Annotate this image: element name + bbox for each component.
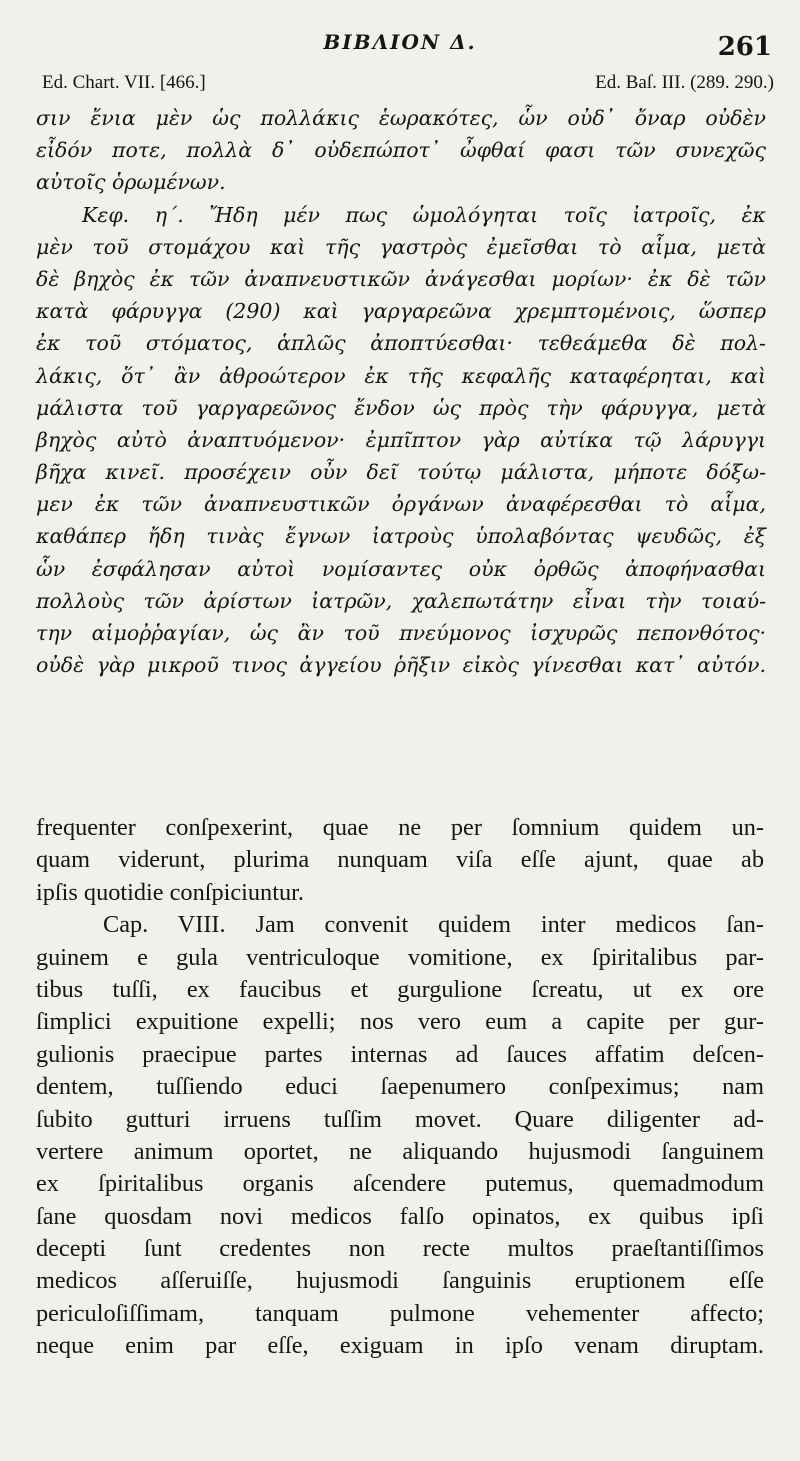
latin-line: neque enim par eſſe, exiguam in ipſo venam diruptam. [36,1332,764,1360]
greek-line: βῆχα κινεῖ. προσέχειν οὖν δεῖ τούτῳ μάλιστα, μήποτε δόξω- [36,460,766,485]
greek-line: πολλοὺς τῶν ἀρίστων ἰατρῶν, χαλεπωτάτην εἶναι τὴν τοιαύ- [36,588,766,613]
greek-line: μάλιστα τοῦ γαργαρεῶνος ἔνδον ὡς πρὸς τὴν φάρυγγα, μετὰ [36,395,766,420]
latin-line: decepti ſunt credentes non recte multos praeſtantiſſimos [36,1235,764,1263]
greek-line: εἶδόν ποτε, πολλὰ δ᾽ οὐδεπώποτ᾽ ὦφθαί φασι τῶν συνεχῶς [36,138,766,163]
latin-line: vertere animum oportet, ne aliquando hujusmodi ſanguinem [36,1137,764,1165]
greek-chapter-heading-line: Κεφ. η΄. Ἤδη μέν πως ὡμολόγηται τοῖς ἰατροῖς, ἐκ [82,202,766,227]
running-head [0,30,800,62]
latin-line: ex ſpiritalibus organis aſcendere putemus, quemadmodum [36,1170,764,1198]
latin-line: ſimplici expuitione expelli; nos vero eum a capite per gur- [36,1008,764,1036]
book-title: ΒΙΒΛΙΟΝ Δ. [323,30,477,54]
latin-chapter-heading-line: Cap. VIII. Jam convenit quidem inter medicos ſan- [103,911,764,939]
latin-line: tibus tuſſi, ex faucibus et gurgulione ſcreatu, ut ex ore [36,975,764,1003]
greek-line: μεν ἐκ τῶν ἀναπνευστικῶν ὀργάνων ἀναφέρεσθαι τὸ αἷμα, [36,492,766,517]
latin-line: ſubito gutturi irruens tuſſim movet. Quare diligenter ad- [36,1105,764,1133]
greek-line: αὐτοῖς ὁρωμένων. [36,170,226,195]
edition-left: Ed. Chart. VII. [466.] [42,72,206,93]
page-number: 261 [717,32,772,62]
edition-reference-line [42,72,774,100]
greek-line: δὲ βηχὸς ἐκ τῶν ἀναπνευστικῶν ἀνάγεσθαι μορίων· ἐκ δὲ τῶν [36,266,766,291]
latin-line: ſane quosdam novi medicos falſo opinatos, ex quibus ipſi [36,1202,764,1230]
greek-line: λάκις, ὅτ᾽ ἂν ἀθροώτερον ἐκ τῆς κεφαλῆς καταφέρηται, καὶ [36,363,766,388]
latin-line: quam viderunt, plurima nunquam viſa eſſe ajunt, quae ab [36,846,764,874]
greek-line: οὐδὲ γὰρ μικροῦ τινος ἀγγείου ῥῆξιν εἰκὸς γίνεσθαι κατ᾽ αὐτόν. [36,653,766,678]
greek-line: ὧν ἐσφάλησαν αὐτοὶ νομίσαντες οὐκ ὀρθῶς ἀποφήνασθαι [36,556,766,581]
greek-line: την αἱμοῤῥαγίαν, ὡς ἂν τοῦ πνεύμονος ἰσχυρῶς πεπονθότος· [36,621,766,645]
latin-line: frequenter conſpexerint, quae ne per ſomnium quidem un- [36,814,764,841]
greek-line: σιν ἔνια μὲν ὡς πολλάκις ἑωρακότες, ὧν οὐδ᾽ ὄναρ οὐδὲν [36,106,766,130]
section-gap [0,746,800,812]
greek-text-block [36,102,766,681]
latin-line: ipſis quotidie conſpiciuntur. [36,878,304,906]
edition-right: Ed. Baſ. III. (289. 290.) [595,72,774,93]
latin-line: periculoſiſſimam, tanquam pulmone vehementer affecto; [36,1299,764,1327]
greek-line: βηχὸς αὐτὸ ἀναπτυόμενον· ἐμπῖπτον γὰρ αὐτίκα τῷ λάρυγγι [36,427,766,452]
latin-line: gulionis praecipue partes internas ad ſauces affatim deſcen- [36,1040,764,1068]
latin-line: dentem, tuſſiendo educi ſaepenumero conſpeximus; nam [36,1073,764,1101]
greek-line: καθάπερ ἤδη τινὰς ἔγνων ἰατροὺς ὑπολαβόντας ψευδῶς, ἐξ [36,524,766,549]
greek-line: μὲν τοῦ στομάχου καὶ τῆς γαστρὸς ἐμεῖσθαι τὸ αἷμα, μετὰ [36,234,766,259]
latin-line: medicos aſſeruiſſe, hujusmodi ſanguinis eruptionem eſſe [36,1267,764,1295]
latin-line: guinem e gula ventriculoque vomitione, ex ſpiritalibus par- [36,943,764,971]
greek-line: κατὰ φάρυγγα (290) καὶ γαργαρεῶνα χρεμπτομένοις, ὥσπερ [36,299,766,324]
greek-line: ἐκ τοῦ στόματος, ἁπλῶς ἀποπτύεσθαι· τεθεάμεθα δὲ πολ- [36,331,766,356]
latin-text-block [36,812,764,1363]
